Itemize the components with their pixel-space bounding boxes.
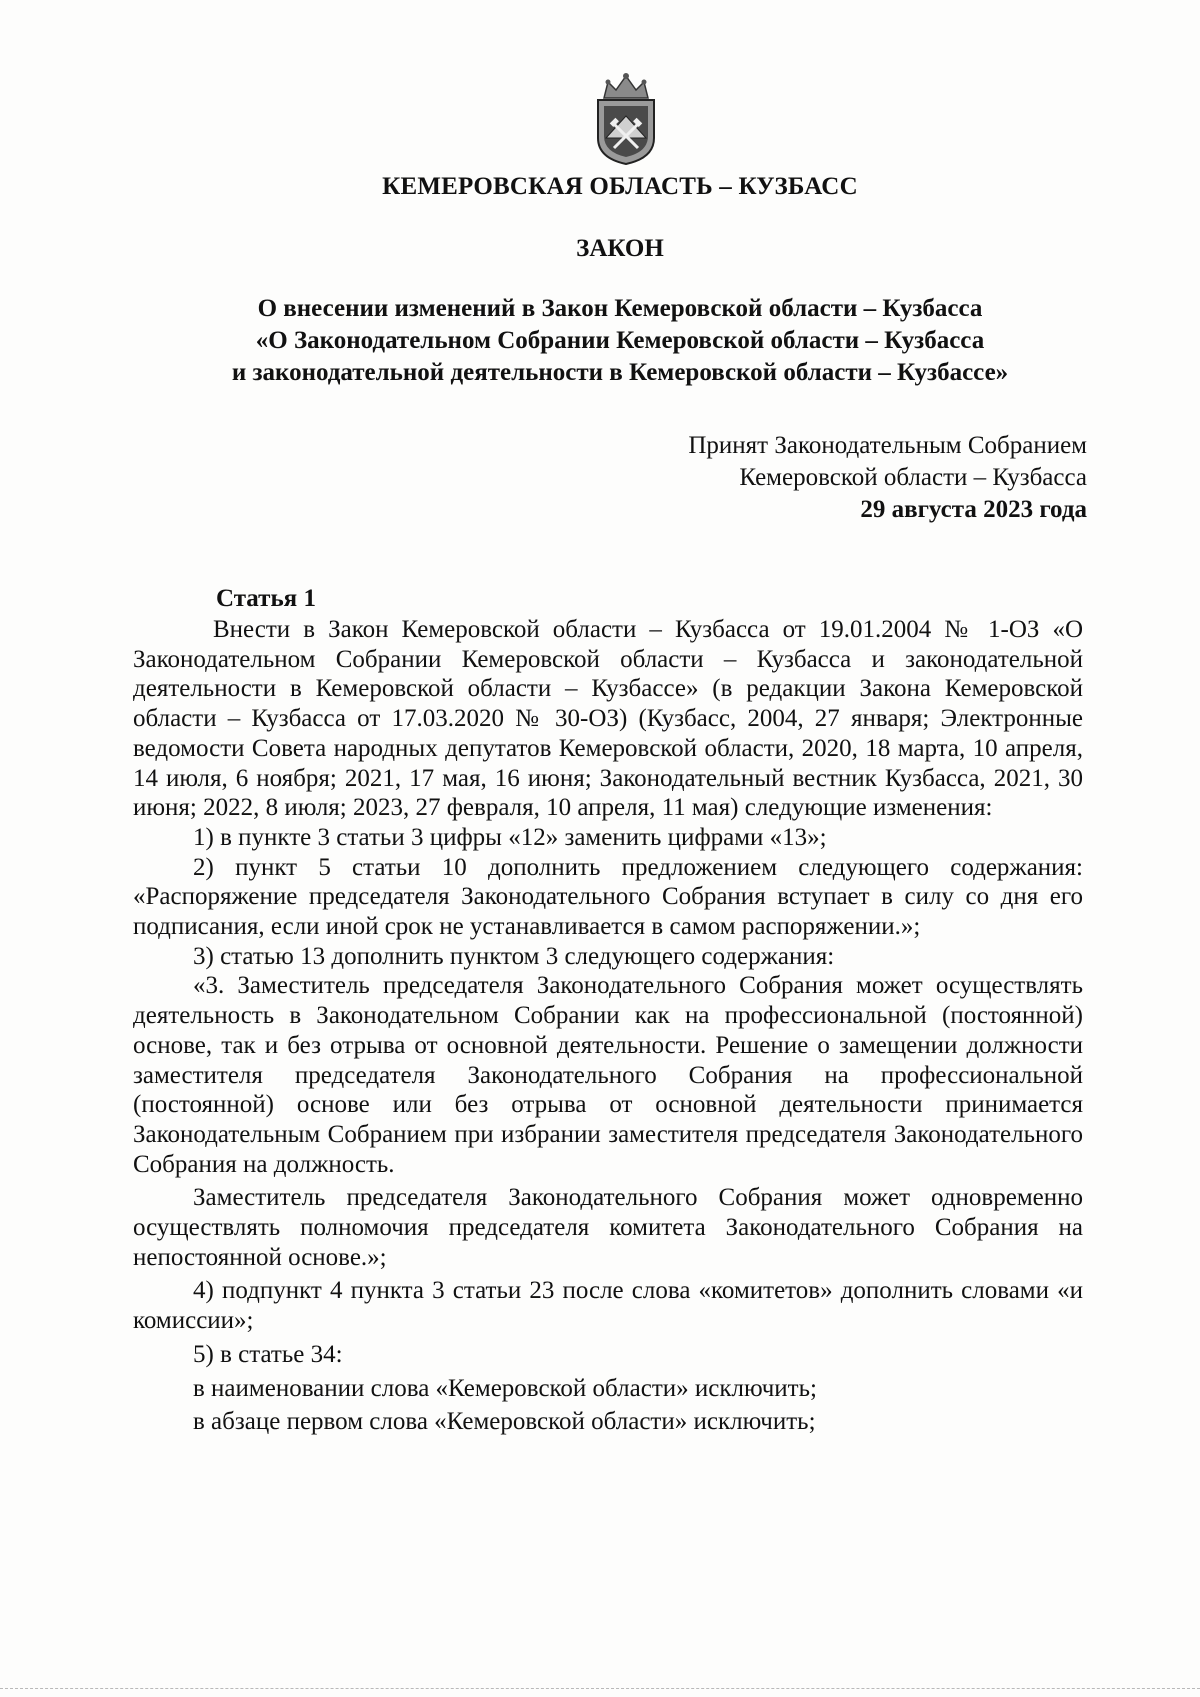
law-title [160, 293, 1080, 389]
article-item: 2) пункт 5 статьи 10 дополнить предложением следующего содержания: «Распоряжение председателя Законодательного Собрания вступает в силу со дня его подписания, если иной срок не устанавливается в самом распоряжении.»; [133, 853, 1083, 941]
adoption-date: 29 августа 2023 года [860, 496, 1087, 523]
law-title-line: и законодательной деятельности в Кемеровской области – Кузбассе» [231, 359, 1009, 386]
document-type: ЗАКОН [576, 235, 664, 262]
article-item: 3) статью 13 дополнить пунктом 3 следующего содержания: [193, 942, 835, 970]
article-subitem: в наименовании слова «Кемеровской области» исключить; [193, 1374, 817, 1402]
adoption-line: Принят Законодательным Собранием [688, 432, 1087, 459]
adoption-line: Кемеровской области – Кузбасса [739, 464, 1087, 491]
article-body [133, 615, 1083, 1437]
region-title: КЕМЕРОВСКАЯ ОБЛАСТЬ – КУЗБАСС [382, 173, 858, 200]
article-item: 5) в статье 34: [193, 1340, 343, 1368]
article-heading: Статья 1 [216, 585, 316, 612]
adoption-block [688, 430, 1087, 526]
article-item-paragraph: Заместитель председателя Законодательного Собрания может одновременно осуществлять полномочия председателя комитета Законодательного Собрания на непостоянной основе.»; [133, 1184, 1083, 1271]
article-intro: Внести в Закон Кемеровской области – Кузбасса от 19.01.2004 № 1-ОЗ «О Законодательном Собрании Кемеровской области – Кузбасса и законодательной деятельности в Кемеровской области – Кузбассе» (в редакции Закона Кемеровской области – Кузбасса от 17.03.2020 № 30-ОЗ) (Кузбасс, 2004, 27 января; Электронные ведомости Совета народных депутатов Кемеровской области, 2020, 18 марта, 10 апреля, 14 июля, 6 ноября; 2021, 17 мая, 16 июня; Законодательный вестник Кузбасса, 2021, 30 июня; 2022, 8 июля; 2023, 27 февраля, 10 апреля, 11 мая) следующие изменения: [133, 616, 1083, 822]
article-item: 4) подпункт 4 пункта 3 статьи 23 после слова «комитетов» дополнить словами «и комиссии»; [133, 1277, 1083, 1335]
article-item-paragraph: «3. Заместитель председателя Законодательного Собрания может осуществлять деятельность в Законодательном Собрании как на профессиональной (постоянной) основе, так и без отрыва от основной деятельности. Решение о замещении должности заместителя председателя Законодательного Собрания на профессиональной (постоянной) основе или без отрыва от основной деятельности принимается Законодательным Собранием при избрании заместителя председателя Законодательного Собрания на должность. [133, 972, 1083, 1178]
article-subitem: в абзаце первом слова «Кемеровской области» исключить; [193, 1408, 816, 1436]
law-title-line: О внесении изменений в Закон Кемеровской области – Кузбасса [257, 295, 983, 322]
article-item: 1) в пункте 3 статьи 3 цифры «12» заменить цифрами «13»; [193, 823, 827, 851]
page-bottom-edge [0, 1688, 1200, 1689]
coat-of-arms-emblem [590, 68, 662, 168]
law-title-line: «О Законодательном Собрании Кемеровской области – Кузбасса [255, 327, 985, 354]
